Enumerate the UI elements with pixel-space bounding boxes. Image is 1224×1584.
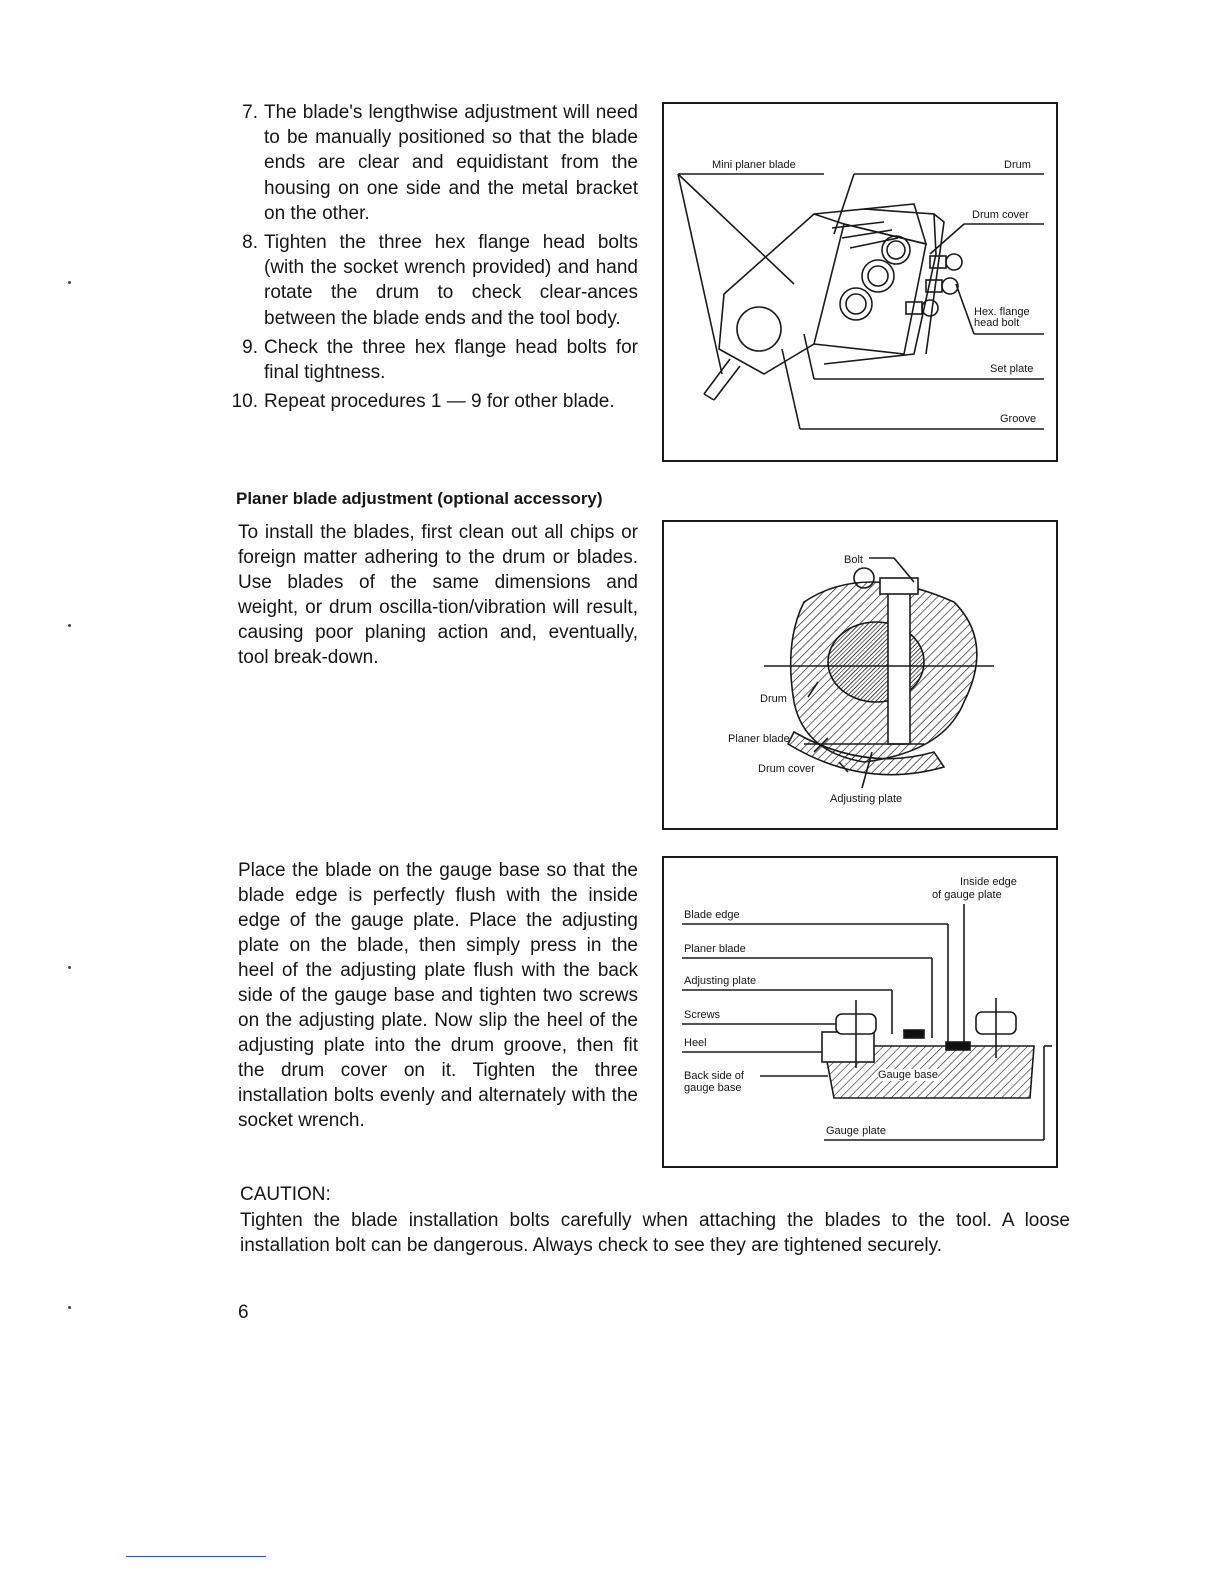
scan-speck — [68, 624, 71, 627]
page-number: 6 — [238, 1302, 249, 1323]
label-drum-cover: Drum cover — [758, 763, 815, 775]
intro-paragraph: To install the blades, first clean out all chips or foreign matter adhering to the drum or blades. Use blades of the same dimensions and weight, or drum oscilla-tion/vibration will result, causing poor planing action and, eventually, tool break-down. — [238, 522, 638, 668]
label-of-gauge-plate: of gauge plate — [932, 889, 1002, 901]
figure-gauge-base — [662, 856, 1058, 1168]
label-gauge-base-back: gauge base — [684, 1082, 742, 1094]
step-number: 10. — [231, 391, 258, 413]
step-text: Repeat procedures 1 — 9 for other blade. — [264, 391, 615, 413]
step-text: The blade's lengthwise adjustment will need to be manually positioned so that the blade ends are clear and equidistant from the housing on one side and the metal bracket on the other. — [264, 102, 638, 224]
label-back-side-of: Back side of — [684, 1070, 744, 1082]
caution-text: Tighten the blade installation bolts carefully when attaching the blades to the tool. A loose installation bolt can be dangerous. Always check to see they are tightened securely. — [240, 1210, 1070, 1256]
step-text: Tighten the three hex flange head bolts (with the socket wrench provided) and hand rotate the drum to check clear-ances between the blade ends and the tool body. — [264, 232, 638, 329]
section-heading: Planer blade adjustment (optional accessory) — [236, 489, 603, 508]
figure-3-drawing — [664, 858, 1060, 1170]
label-bolt: Bolt — [844, 554, 863, 566]
label-inside-edge: Inside edge — [960, 876, 1017, 888]
figure-1-drawing — [664, 104, 1060, 464]
step-item — [228, 335, 638, 385]
step-number: 9. — [242, 336, 258, 358]
caution-heading: CAUTION: — [240, 1184, 331, 1205]
label-mini-planer-blade: Mini planer blade — [712, 159, 796, 171]
label-set-plate: Set plate — [990, 363, 1034, 375]
step-item — [228, 230, 638, 331]
label-gauge-base: Gauge base — [878, 1069, 938, 1081]
label-screws: Screws — [684, 1009, 721, 1021]
label-planer-blade: Planer blade — [728, 733, 790, 745]
label-gauge-plate: Gauge plate — [826, 1125, 886, 1137]
step-number: 8. — [242, 232, 258, 254]
label-heel: Heel — [684, 1037, 707, 1049]
label-planer-blade: Planer blade — [684, 943, 746, 955]
label-drum: Drum — [1004, 159, 1031, 171]
scan-speck — [68, 966, 71, 969]
link-underline — [126, 1556, 266, 1557]
scan-speck — [68, 281, 71, 284]
label-drum-cover: Drum cover — [972, 209, 1029, 221]
procedure-steps — [228, 100, 638, 418]
label-head-bolt: head bolt — [974, 317, 1020, 329]
step-item — [228, 100, 638, 226]
figure-mini-planer-blade — [662, 102, 1058, 462]
placement-paragraph: Place the blade on the gauge base so that the blade edge is perfectly flush with the inside edge of the gauge plate. Place the adjusting plate on the blade, then simply press in the heel of the adjusting plate flush with the back side of the gauge base and tighten two screws on the adjusting plate. Now slip the heel of the adjusting plate into the drum groove, then fit the drum cover on it. Tighten the three installation bolts evenly and alternately with the socket wrench. — [238, 860, 638, 1131]
figure-drum-cross-section — [662, 520, 1058, 830]
label-blade-edge: Blade edge — [684, 909, 740, 921]
step-number: 7. — [242, 102, 258, 123]
label-hex-flange: Hex. flange — [974, 306, 1030, 318]
scan-speck — [68, 1306, 71, 1309]
step-item — [228, 389, 638, 414]
label-groove: Groove — [1000, 413, 1037, 425]
label-adjusting-plate: Adjusting plate — [684, 975, 757, 987]
figure-2-drawing — [664, 522, 1060, 832]
label-adjusting-plate: Adjusting plate — [830, 793, 903, 805]
label-drum: Drum — [760, 693, 787, 705]
step-text: Check the three hex flange head bolts for final tightness. — [264, 336, 638, 384]
